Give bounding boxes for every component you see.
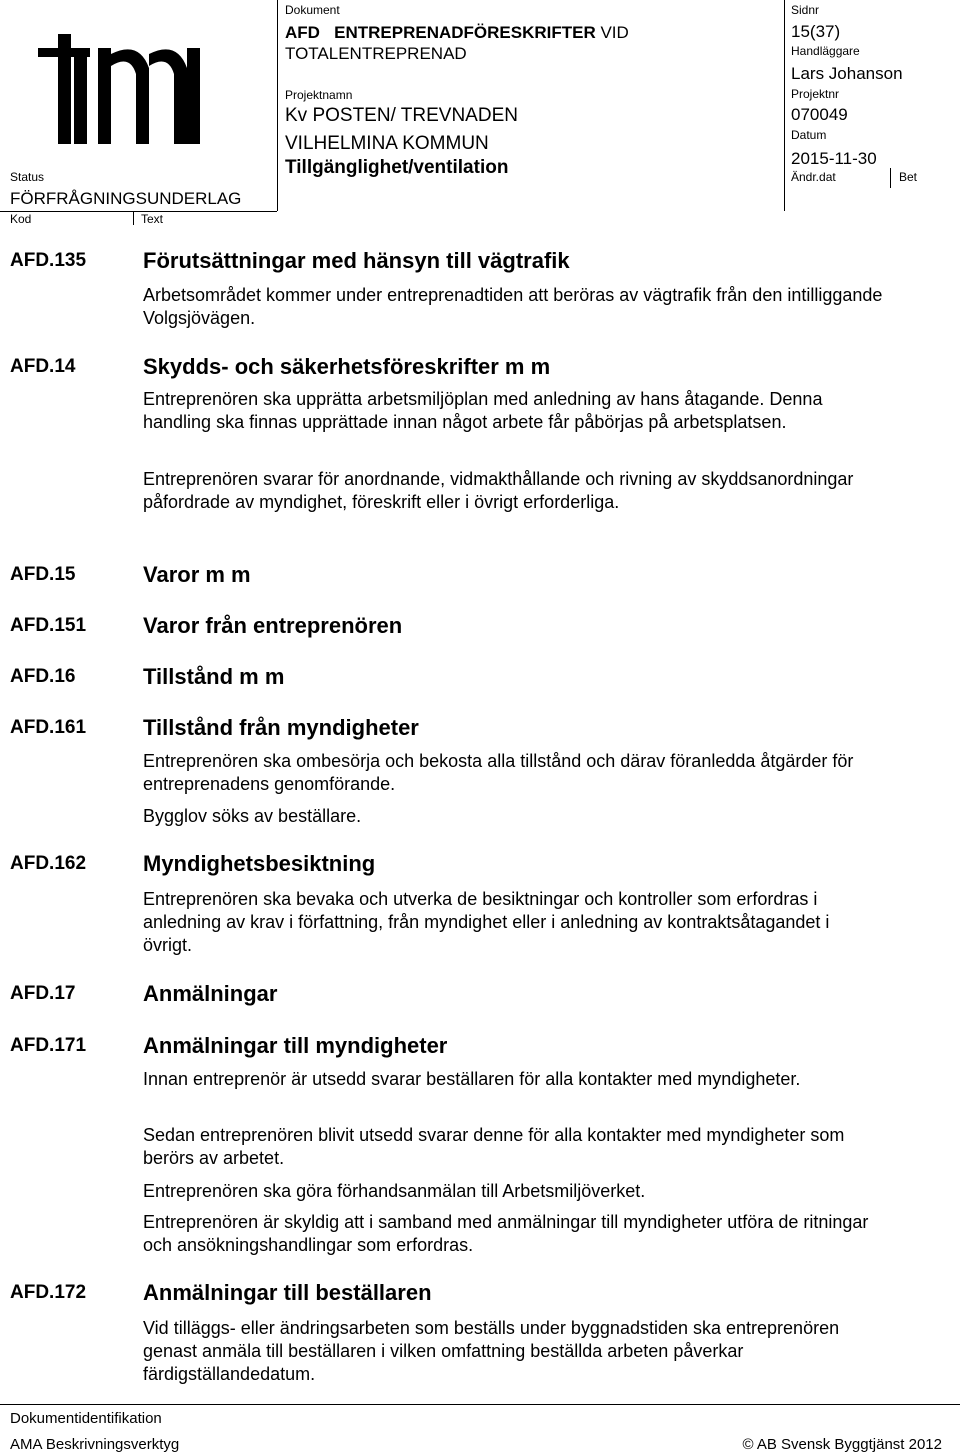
datum-value: 2015-11-30 (791, 149, 877, 168)
divider (133, 211, 134, 225)
section-paragraph: Arbetsområdet kommer under entreprenadtiden att beröras av vägtrafik från den intilliggande Volgsjövägen. (143, 285, 883, 328)
section-code: AFD.15 (10, 564, 76, 585)
divider (890, 168, 891, 188)
section-paragraph: Sedan entreprenören blivit utsedd svarar denne för alla kontakter med myndigheter som berörs av arbetet. (143, 1125, 845, 1168)
doc-title-line2: TOTALENTREPRENAD (285, 44, 467, 63)
section-code: AFD.171 (10, 1035, 87, 1056)
kod-label: Kod (10, 212, 32, 226)
section-code: AFD.14 (10, 356, 76, 377)
section-code: AFD.151 (10, 615, 87, 636)
section-heading: Myndighetsbesiktning (143, 851, 376, 876)
project-name-line1: Kv POSTEN/ TREVNADEN (285, 105, 518, 126)
footer-dokid-label: Dokumentidentifikation (10, 1410, 162, 1427)
section-paragraph: Innan entreprenör är utsedd svarar beställaren för alla kontakter med myndigheter. (143, 1069, 801, 1089)
projektnr-label: Projektnr (791, 87, 840, 101)
doc-prefix: AFD (285, 23, 320, 42)
section-heading: Anmälningar till myndigheter (143, 1033, 448, 1058)
divider (0, 211, 277, 212)
handlaggare-value: Lars Johanson (791, 64, 903, 83)
section-heading: Anmälningar till beställaren (143, 1280, 432, 1305)
section-paragraph: Entreprenören är skyldig att i samband med anmälningar till myndigheter utföra de ritningar och ansökningshandlingar som erfordras. (143, 1212, 869, 1255)
dokument-label: Dokument (285, 3, 340, 17)
section-code: AFD.17 (10, 983, 76, 1004)
section-heading: Skydds- och säkerhetsföreskrifter m m (143, 354, 551, 379)
handlaggare-label: Handläggare (791, 44, 860, 58)
section-paragraph: Vid tilläggs- eller ändringsarbeten som beställs under byggnadstiden ska entreprenören genast anmäla till beställaren i vilken omfattning beställda arbeten påverkar färdigställandedatum. (143, 1318, 840, 1384)
section-heading: Varor m m (143, 562, 251, 587)
sidnr-label: Sidnr (791, 3, 820, 17)
section-code: AFD.172 (10, 1282, 87, 1303)
section-code: AFD.16 (10, 666, 76, 687)
section-heading: Tillstånd från myndigheter (143, 715, 419, 740)
projektnamn-label: Projektnamn (285, 88, 353, 102)
section-paragraph: Entreprenören svarar för anordnande, vidmakthållande och rivning av skyddsanordningar påfordrade av myndighet, föreskrift eller i övrigt erforderliga. (143, 469, 854, 512)
footer-copyright: © AB Svensk Byggtjänst 2012 (742, 1436, 942, 1453)
project-name-line3: Tillgänglighet/ventilation (285, 157, 509, 178)
text-label: Text (141, 212, 164, 226)
status-value: FÖRFRÅGNINGSUNDERLAG (10, 189, 242, 208)
section-code: AFD.161 (10, 717, 87, 738)
document-title (285, 22, 629, 64)
section-paragraph: Bygglov söks av beställare. (143, 806, 362, 826)
status-label: Status (10, 170, 45, 184)
projektnr-value: 070049 (791, 105, 848, 124)
doc-title-rest: VID (595, 23, 629, 42)
section-heading: Varor från entreprenören (143, 613, 403, 638)
footer-divider (0, 1404, 960, 1405)
section-code: AFD.162 (10, 853, 87, 874)
section-paragraph: Entreprenören ska ombesörja och bekosta alla tillstånd och därav föranledda åtgärder för entreprenadens genomförande. (143, 751, 854, 794)
project-name-line2: VILHELMINA KOMMUN (285, 133, 489, 154)
datum-label: Datum (791, 128, 827, 142)
doc-title-bold: ENTREPRENADFÖRESKRIFTER (334, 23, 596, 42)
section-paragraph: Entreprenören ska upprätta arbetsmiljöplan med anledning av hans åtagande. Denna handling ska finnas upprättade innan något arbete får påbörjas på arbetsplatsen. (143, 389, 823, 432)
sidnr-value: 15(37) (791, 22, 841, 41)
andrdat-label: Ändr.dat (791, 170, 836, 184)
company-logo (38, 34, 223, 144)
divider (784, 0, 785, 211)
divider (277, 0, 278, 211)
section-heading: Tillstånd m m (143, 664, 285, 689)
section-code: AFD.135 (10, 250, 87, 271)
footer-tool: AMA Beskrivningsverktyg (10, 1436, 180, 1453)
section-heading: Förutsättningar med hänsyn till vägtrafik (143, 248, 570, 273)
section-paragraph: Entreprenören ska göra förhandsanmälan till Arbetsmiljöverket. (143, 1181, 646, 1201)
section-paragraph: Entreprenören ska bevaka och utverka de besiktningar och kontroller som erfordras i anledning av krav i författning, från myndighet eller i anledning av kontraktsåtagandet i övrigt. (143, 889, 830, 955)
bet-label: Bet (899, 170, 918, 184)
section-heading: Anmälningar (143, 981, 278, 1006)
